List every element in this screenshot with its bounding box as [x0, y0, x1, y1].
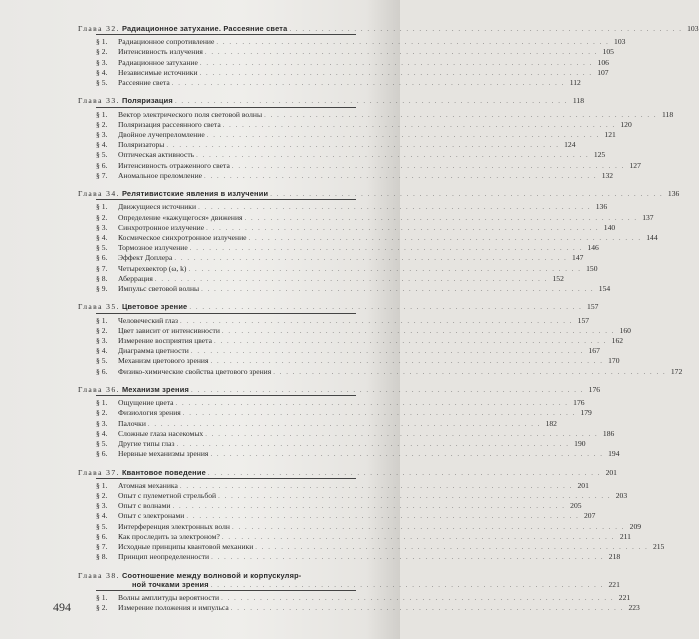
- section-number: § 2.: [96, 325, 108, 335]
- section-title: Измерение положения и импульса: [118, 603, 229, 613]
- leader-dots: [222, 327, 615, 336]
- section-number: § 6.: [96, 160, 108, 170]
- chapter-title: Цветовое зрение: [121, 302, 188, 312]
- section-number: § 6.: [96, 531, 108, 541]
- chapter-heading: [78, 467, 617, 478]
- chapter-page: 157: [587, 302, 599, 312]
- section-title: Сложные глаза насекомых: [118, 428, 204, 438]
- toc-row: [78, 521, 642, 532]
- chapter-title: Поляризация: [121, 96, 173, 106]
- section-page: 106: [597, 57, 609, 67]
- section-title: Интенсивность излучения: [118, 47, 203, 57]
- section-number: § 5.: [96, 150, 108, 160]
- section-page: 105: [602, 47, 614, 57]
- section-page: 147: [572, 253, 584, 263]
- toc-row: [78, 480, 589, 491]
- section-page: 170: [608, 356, 620, 366]
- chapter-heading-continued: [78, 579, 620, 590]
- leader-dots: [204, 172, 597, 181]
- toc-row: [78, 119, 632, 130]
- section-title: Принцип неопределенности: [118, 552, 210, 562]
- section-title: Тормозное излучение: [118, 243, 188, 253]
- leader-dots: [255, 543, 648, 552]
- section-number: § 2.: [96, 408, 108, 418]
- leader-dots: [172, 502, 565, 511]
- toc-row: [78, 202, 608, 212]
- chapter-36: [78, 385, 620, 459]
- section-title: Диаграмма цветности: [118, 346, 189, 356]
- leader-dots: [206, 224, 599, 233]
- section-page: 121: [604, 130, 616, 140]
- section-title: Другие типы глаз: [118, 439, 175, 449]
- toc-row: [78, 325, 631, 336]
- leader-dots: [205, 48, 598, 57]
- section-title: Аберрация: [118, 273, 153, 283]
- section-title: Исходные принципы квантовой механики: [118, 542, 254, 552]
- section-number: § 7.: [96, 542, 108, 552]
- section-page: 179: [580, 408, 592, 418]
- section-number: § 3.: [96, 418, 108, 428]
- section-number: § 2.: [96, 491, 108, 501]
- section-title: Синхротронное излучение: [118, 222, 205, 232]
- toc-row: [78, 418, 557, 429]
- section-number: § 1.: [96, 398, 108, 408]
- section-page: 209: [629, 521, 642, 531]
- leader-dots: [211, 553, 604, 562]
- section-number: § 6.: [96, 366, 108, 376]
- chapter-rule: [96, 395, 356, 396]
- leader-dots: [232, 162, 625, 171]
- leader-dots: [207, 131, 600, 140]
- leader-dots: [191, 347, 584, 356]
- section-number: § 1.: [96, 109, 108, 119]
- section-page: 211: [619, 531, 631, 541]
- section-number: § 1.: [96, 202, 108, 212]
- chapter-page: 176: [588, 385, 601, 395]
- section-page: 154: [598, 284, 611, 294]
- section-page: 137: [642, 212, 654, 222]
- toc-row: [78, 57, 609, 68]
- chapter-rule: [96, 199, 356, 200]
- section-number: § 4.: [96, 67, 108, 77]
- chapter-34: [78, 189, 680, 294]
- section-title: Палочки: [118, 418, 146, 428]
- chapter-title-line2: ной точками зрения: [132, 579, 209, 589]
- toc-row: [78, 78, 581, 88]
- section-number: § 1.: [96, 315, 108, 325]
- section-title: Рассеяние света: [118, 78, 170, 88]
- section-number: § 3.: [96, 501, 108, 511]
- leader-dots: [231, 604, 624, 613]
- leader-dots: [175, 97, 568, 106]
- section-page: 223: [628, 603, 640, 613]
- section-page: 118: [662, 109, 674, 119]
- section-title: Независимые источники: [118, 67, 198, 77]
- section-title: Интенсивность отраженного света: [118, 160, 230, 170]
- chapter-label: Глава 34.: [78, 189, 120, 199]
- leader-dots: [218, 492, 611, 501]
- leader-dots: [196, 151, 589, 160]
- section-number: § 5.: [96, 439, 108, 449]
- section-number: § 8.: [96, 552, 108, 562]
- section-title: Физико-химические свойства цветового зрения: [118, 366, 272, 376]
- leader-dots: [210, 357, 603, 366]
- section-page: 207: [584, 511, 596, 521]
- leader-dots: [210, 450, 603, 459]
- leader-dots: [208, 469, 601, 478]
- toc-row: [78, 366, 683, 377]
- section-title: Опыт с электронами: [118, 511, 185, 521]
- section-number: § 2.: [96, 119, 108, 129]
- leader-dots: [180, 317, 573, 326]
- toc-row: [78, 439, 586, 449]
- toc-row: [78, 263, 598, 274]
- toc-row: [78, 336, 624, 346]
- leader-dots: [289, 25, 682, 34]
- section-title: Вектор электрического поля световой волны: [118, 109, 263, 119]
- toc-row: [78, 222, 616, 233]
- section-title: Нервные механизмы зрения: [118, 449, 209, 459]
- toc-row: [78, 511, 596, 521]
- chapter-label: Глава 35.: [78, 302, 120, 312]
- leader-dots: [211, 581, 604, 590]
- section-title: Человеческий глаз: [118, 315, 178, 325]
- leader-dots: [200, 59, 593, 68]
- section-page: 136: [595, 202, 608, 212]
- section-title: Измерение восприятия цвета: [118, 336, 212, 346]
- section-page: 132: [601, 170, 614, 180]
- toc-row: [78, 501, 582, 511]
- section-number: § 3.: [96, 130, 108, 140]
- toc-row: [78, 130, 616, 140]
- section-title: Атомная механика: [118, 480, 178, 490]
- toc-row: [78, 47, 614, 57]
- section-page: 160: [619, 325, 631, 335]
- section-page: 218: [608, 552, 621, 562]
- chapter-heading: [78, 302, 599, 312]
- section-title: Волны амплитуды вероятности: [118, 593, 220, 603]
- toc-row: [78, 449, 620, 459]
- section-title: Интерференция электронных волн: [118, 521, 230, 531]
- chapter-page: 136: [667, 189, 680, 199]
- chapter-heading: [78, 571, 363, 580]
- section-page: 112: [569, 78, 581, 88]
- section-number: § 4.: [96, 140, 108, 150]
- section-number: § 4.: [96, 511, 108, 521]
- leader-dots: [216, 38, 609, 47]
- section-title: Двойное лучепреломление: [118, 130, 205, 140]
- section-title: Радиационное сопротивление: [118, 37, 215, 47]
- section-page: 201: [577, 480, 589, 490]
- section-number: § 1.: [96, 593, 108, 603]
- chapter-label: Глава 33.: [78, 96, 120, 106]
- toc-row: [78, 170, 614, 181]
- leader-dots: [176, 399, 569, 408]
- leader-dots: [186, 512, 579, 521]
- toc-row: [78, 233, 658, 243]
- section-number: § 6.: [96, 449, 108, 459]
- section-page: 190: [574, 439, 586, 449]
- toc-row: [78, 552, 621, 562]
- section-page: 203: [615, 491, 628, 501]
- leader-dots: [166, 141, 559, 150]
- toc-row: [78, 109, 674, 120]
- chapter-title: Радиационное затухание. Рассеяние света: [121, 24, 288, 33]
- section-title: Движущиеся источники: [118, 202, 197, 212]
- toc-row: [78, 315, 590, 326]
- toc-row: [78, 428, 615, 439]
- section-page: 140: [603, 222, 616, 232]
- section-page: 205: [570, 501, 582, 511]
- section-page: 107: [597, 67, 609, 77]
- toc-row: [78, 212, 654, 223]
- toc-row: [78, 140, 576, 150]
- section-page: 150: [586, 263, 598, 273]
- section-page: 120: [620, 119, 632, 129]
- chapter-37: [78, 467, 665, 563]
- chapter-heading: [78, 385, 601, 395]
- toc-row: [78, 346, 600, 356]
- toc-row: [78, 398, 585, 408]
- leader-dots: [214, 337, 607, 346]
- section-number: § 4.: [96, 346, 108, 356]
- section-page: 194: [608, 449, 620, 459]
- page-number: 494: [53, 600, 71, 614]
- chapter-title-line1: Соотношение между волновой и корпускуляр-: [121, 570, 302, 580]
- chapter-35: [78, 302, 683, 376]
- section-page: 103: [614, 37, 626, 47]
- section-title: Эффект Доплера: [118, 253, 173, 263]
- section-title: Импульс световой волны: [118, 284, 200, 294]
- chapter-label: Глава 36.: [78, 385, 120, 395]
- leader-dots: [174, 254, 567, 263]
- section-number: § 1.: [96, 480, 108, 490]
- section-page: 162: [611, 336, 624, 346]
- toc-row: [78, 531, 631, 542]
- section-title: Физиология зрения: [118, 408, 181, 418]
- section-number: § 2.: [96, 603, 108, 613]
- toc-row: [78, 603, 640, 613]
- leader-dots: [222, 533, 615, 542]
- leader-dots: [221, 594, 614, 603]
- section-number: § 3.: [96, 57, 108, 67]
- toc-row: [78, 542, 665, 552]
- chapter-page: 201: [605, 467, 617, 477]
- section-number: § 7.: [96, 263, 108, 273]
- leader-dots: [264, 111, 657, 120]
- chapter-label: Глава 32.: [78, 24, 120, 33]
- section-title: Ощущение цвета: [118, 398, 174, 408]
- leader-dots: [201, 285, 594, 294]
- chapter-rule: [96, 34, 356, 35]
- section-number: § 4.: [96, 233, 108, 243]
- toc-row: [78, 273, 564, 284]
- chapter-label: Глава 38.: [78, 570, 120, 580]
- leader-dots: [249, 234, 642, 243]
- section-page: 157: [577, 315, 590, 325]
- section-number: § 1.: [96, 37, 108, 47]
- chapter-rule: [96, 590, 356, 591]
- chapter-38: [78, 570, 640, 614]
- section-title: Определение «кажущегося» движения: [118, 212, 243, 222]
- chapter-rule: [96, 478, 356, 479]
- chapter-rule: [96, 313, 356, 314]
- toc-row: [78, 37, 626, 47]
- chapter-title: Релятивистские явления в излучении: [121, 189, 269, 199]
- toc-row: [78, 593, 631, 603]
- section-number: § 3.: [96, 336, 108, 346]
- section-number: § 5.: [96, 521, 108, 531]
- chapter-page: 221: [608, 579, 620, 589]
- chapter-heading: [78, 24, 699, 34]
- leader-dots: [190, 244, 583, 253]
- section-number: § 3.: [96, 222, 108, 232]
- section-title: Космическое синхротронное излучение: [118, 233, 247, 243]
- chapter-page: 118: [572, 96, 584, 106]
- section-page: 144: [646, 233, 658, 243]
- section-title: Механизм цветового зрения: [118, 356, 209, 366]
- section-title: Как проследить за электроном?: [118, 531, 220, 541]
- leader-dots: [180, 482, 573, 491]
- section-number: § 5.: [96, 78, 108, 88]
- leader-dots: [155, 275, 548, 284]
- toc-row: [78, 491, 628, 501]
- toc-row: [78, 67, 609, 78]
- section-page: 221: [618, 593, 631, 603]
- section-title: Оптическая активность: [118, 150, 195, 160]
- leader-dots: [172, 79, 565, 88]
- leader-dots: [176, 440, 569, 449]
- leader-dots: [273, 368, 666, 377]
- section-page: 124: [564, 140, 576, 150]
- section-title: Опыт с волнами: [118, 501, 171, 511]
- chapter-title: Механизм зрения: [121, 385, 189, 395]
- section-page: 172: [670, 366, 683, 376]
- leader-dots: [148, 420, 541, 429]
- toc-row: [78, 356, 620, 366]
- chapter-heading: [78, 96, 584, 106]
- section-number: § 7.: [96, 170, 108, 180]
- table-of-contents: [78, 24, 699, 622]
- section-title: Аномальное преломление: [118, 170, 203, 180]
- leader-dots: [205, 430, 598, 439]
- section-page: 127: [629, 160, 641, 170]
- leader-dots: [245, 214, 638, 223]
- section-title: Поляризаторы: [118, 140, 165, 150]
- toc-row: [78, 150, 606, 160]
- chapter-label: Глава 37.: [78, 467, 120, 477]
- section-title: Радиационное затухание: [118, 57, 198, 67]
- leader-dots: [200, 69, 593, 78]
- section-number: § 5.: [96, 243, 108, 253]
- chapter-rule: [96, 107, 356, 108]
- section-page: 125: [593, 150, 606, 160]
- section-number: § 2.: [96, 212, 108, 222]
- leader-dots: [183, 409, 576, 418]
- leader-dots: [198, 203, 591, 212]
- section-number: § 8.: [96, 273, 108, 283]
- section-page: 167: [588, 346, 600, 356]
- section-page: 176: [573, 398, 585, 408]
- section-number: § 5.: [96, 356, 108, 366]
- section-number: § 2.: [96, 47, 108, 57]
- leader-dots: [189, 303, 582, 312]
- section-page: 215: [652, 542, 665, 552]
- chapter-33: [78, 96, 674, 181]
- leader-dots: [270, 190, 663, 199]
- toc-row: [78, 284, 611, 294]
- leader-dots: [191, 386, 584, 395]
- leader-dots: [232, 523, 625, 532]
- chapter-32: [78, 24, 699, 88]
- section-page: 146: [587, 243, 599, 253]
- section-page: 152: [552, 273, 564, 283]
- section-number: § 4.: [96, 428, 108, 438]
- chapter-title: Квантовое поведение: [121, 467, 206, 477]
- leader-dots: [223, 121, 616, 130]
- section-title: Поляризация рассеянного света: [118, 119, 221, 129]
- leader-dots: [188, 265, 581, 274]
- section-title: Цвет зависит от интенсивности: [118, 325, 220, 335]
- section-page: 186: [602, 428, 615, 438]
- toc-row: [78, 408, 592, 418]
- section-title: Четырехвектор (ω, k): [118, 263, 187, 273]
- section-number: § 9.: [96, 284, 108, 294]
- chapter-heading: [78, 189, 680, 199]
- section-number: § 6.: [96, 253, 108, 263]
- section-title: Опыт с пулеметной стрельбой: [118, 491, 217, 501]
- chapter-page: 103: [687, 24, 699, 33]
- section-page: 182: [545, 418, 557, 428]
- toc-row: [78, 253, 584, 263]
- toc-row: [78, 160, 641, 171]
- toc-row: [78, 243, 599, 253]
